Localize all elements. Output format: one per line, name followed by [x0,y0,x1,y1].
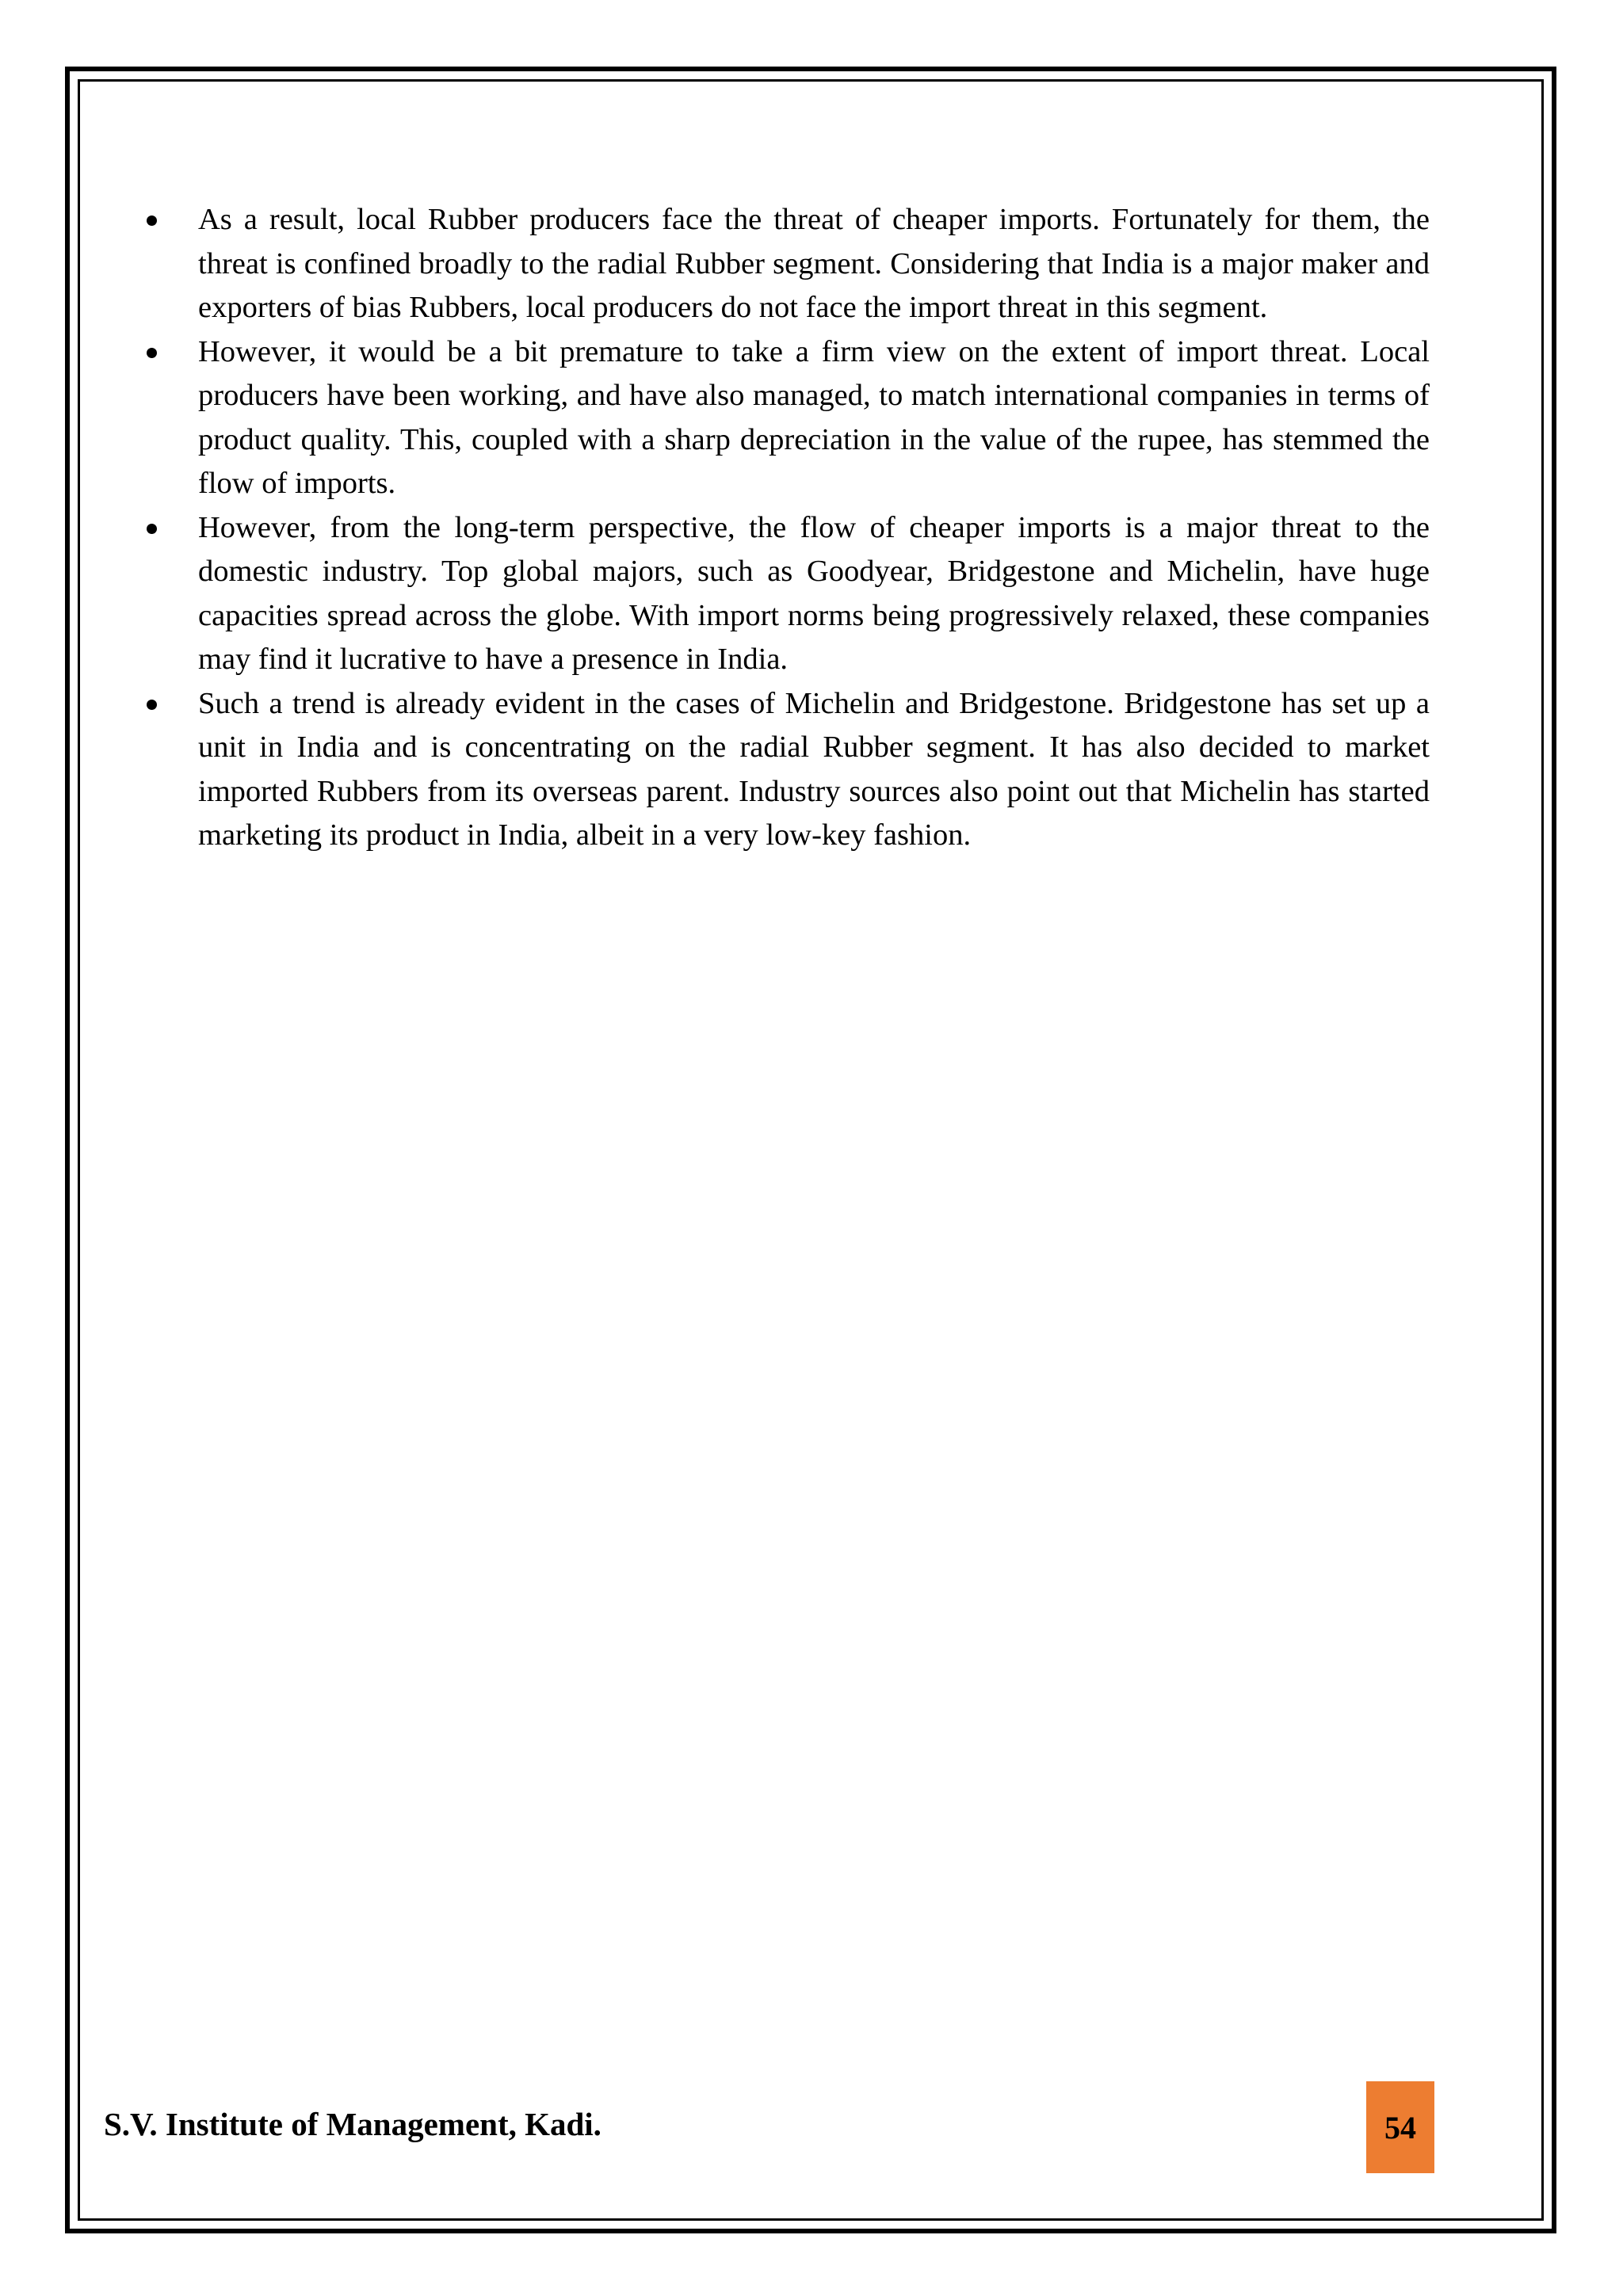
bullet-text: As a result, local Rubber producers face the threat of cheaper imports. Fortunately for them, the threat is confined broadly to the radial Rubber segment. Considering that India is a major maker and exporters of bias Rubbers, local producers do not face the import threat in this segment. [198,203,1430,324]
bullet-text: However, it would be a bit premature to take a firm view on the extent of import threat. Local producers have been working, and have also managed, to match international companies in terms of product quality. This, coupled with a sharp depreciation in the value of the rupee, has stemmed the flow of imports. [198,334,1430,500]
list-item [144,682,1430,858]
bullet-text: Such a trend is already evident in the cases of Michelin and Bridgestone. Bridgestone has set up a unit in India and is concentrating on the radial Rubber segment. It has also decided to market imported Rubbers from its overseas parent. Industry sources also point out that Michelin has started marketing its product in India, albeit in a very low-key fashion. [198,686,1430,852]
bullet-icon [147,348,157,358]
list-item [144,330,1430,506]
bullet-icon [147,700,157,710]
document-body [144,198,1430,858]
page-number: 54 [1366,2081,1434,2173]
list-item [144,198,1430,330]
bullet-list [144,198,1430,858]
bullet-text: However, from the long-term perspective, the flow of cheaper imports is a major threat to the domestic industry. Top global majors, such as Goodyear, Bridgestone and Michelin, have huge capacities spread across the globe. With import norms being progressively relaxed, these companies may find it lucrative to have a presence in India. [198,510,1430,676]
list-item [144,506,1430,682]
footer-institute-name: S.V. Institute of Management, Kadi. [104,2106,601,2142]
bullet-icon [147,524,157,534]
bullet-icon [147,215,157,226]
